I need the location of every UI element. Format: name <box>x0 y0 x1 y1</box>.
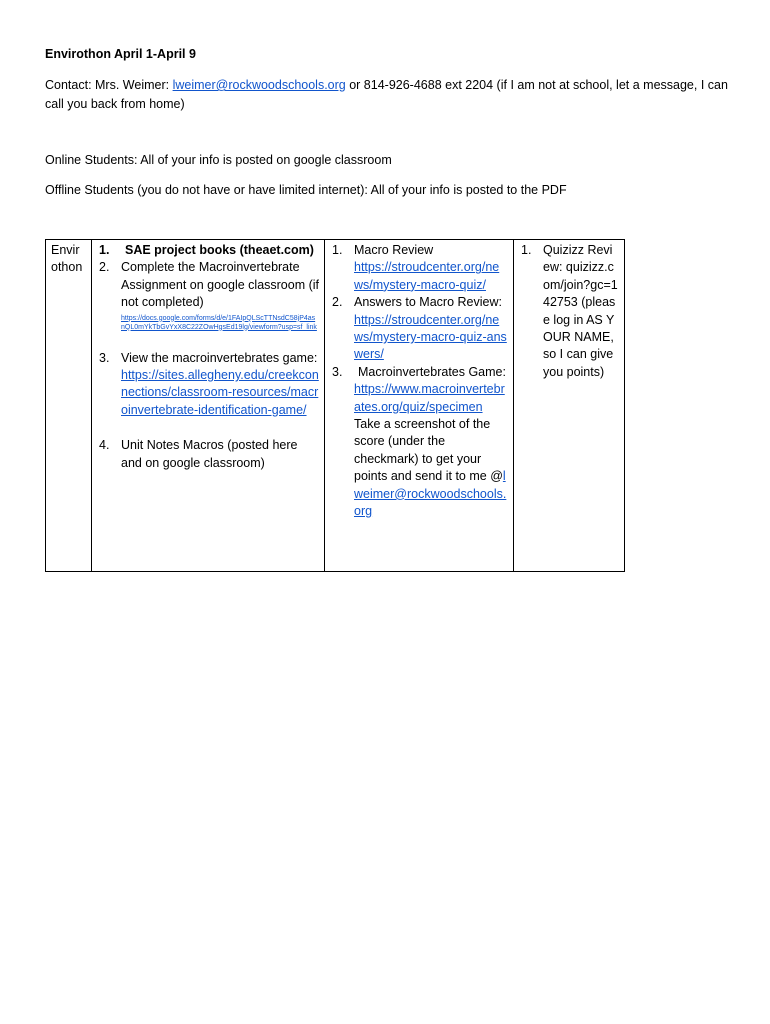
list-number: 2. <box>99 260 110 275</box>
quizizz-list <box>519 242 619 381</box>
contact-email-link[interactable]: lweimer@rockwoodschools.org <box>172 78 346 92</box>
macro-assignment-text: Complete the Macroinvertebrate Assignment on google classroom (if not completed) <box>121 260 320 310</box>
list-item <box>97 259 319 331</box>
list-number: 1. <box>332 243 343 257</box>
contact-suffix: or 814-926-4688 ext 2204 (if I am not at school, let a message, I can call you back from home) <box>45 78 728 111</box>
macro-game-link[interactable]: https://sites.allegheny.edu/creekconnections/classroom-resources/macroinvertebrate-identification-game/ <box>121 368 319 417</box>
list-item <box>97 242 319 259</box>
list-number: 3. <box>332 364 343 379</box>
list-number: 2. <box>332 295 343 310</box>
list-item <box>519 242 619 381</box>
subject-cell: Envirothon <box>46 240 92 572</box>
assignment-table <box>45 239 625 572</box>
unit-notes-text: Unit Notes Macros (posted here and on google classroom) <box>121 438 298 470</box>
google-form-link[interactable]: https://docs.google.com/forms/d/e/1FAIpQLScTTNsdC58jP4asnQL0mYkTbGvYxX8C22ZOwHgsEd19lg/viewform?usp=sf_link <box>121 314 317 331</box>
quizizz-cell <box>514 240 625 572</box>
answers-link[interactable]: https://stroudcenter.org/news/mystery-macro-quiz-answers/ <box>354 312 507 362</box>
assignments-cell <box>92 240 325 572</box>
list-number: 4. <box>99 438 110 453</box>
answers-label: Answers to Macro Review: <box>354 295 502 310</box>
review-cell <box>325 240 514 572</box>
document-title: Envirothon April 1-April 9 <box>45 47 196 61</box>
macro-review-label: Macro Review <box>354 243 434 257</box>
contact-line <box>45 76 735 114</box>
list-item <box>330 294 508 364</box>
assignments-list <box>97 242 319 472</box>
sae-project-books: SAE project books (theaet.com) <box>125 243 314 257</box>
contact-prefix: Contact: Mrs. Weimer: <box>45 78 173 92</box>
list-number: 1. <box>521 243 532 257</box>
list-item <box>97 350 319 420</box>
review-list <box>330 242 508 521</box>
teacher-email-link[interactable]: lweimer@rockwoodschools.org <box>354 469 507 519</box>
list-item <box>330 364 508 521</box>
list-item <box>97 437 319 472</box>
game-label: Macroinvertebrates Game: <box>358 364 506 379</box>
macro-review-link[interactable]: https://stroudcenter.org/news/mystery-macro-quiz/ <box>354 260 500 292</box>
list-number: 3. <box>99 350 110 365</box>
online-students-note: Online Students: All of your info is posted on google classroom <box>45 153 392 167</box>
macro-game-text: View the macroinvertebrates game: <box>121 350 318 365</box>
table-row <box>46 240 625 572</box>
quizizz-review-text: Quizizz Review: quizizz.com/join?gc=142753 (please log in AS YOUR NAME, so I can give you points) <box>543 243 618 379</box>
offline-students-note: Offline Students (you do not have or have limited internet): All of your info is posted to the PDF <box>45 183 567 197</box>
specimen-quiz-link[interactable]: https://www.macroinvertebrates.org/quiz/specimen <box>354 382 505 414</box>
screenshot-instructions: Take a screenshot of the score (under the checkmark) to get your points and send it to me @ <box>354 417 503 484</box>
list-item <box>330 242 508 294</box>
list-number: 1. <box>99 243 110 257</box>
